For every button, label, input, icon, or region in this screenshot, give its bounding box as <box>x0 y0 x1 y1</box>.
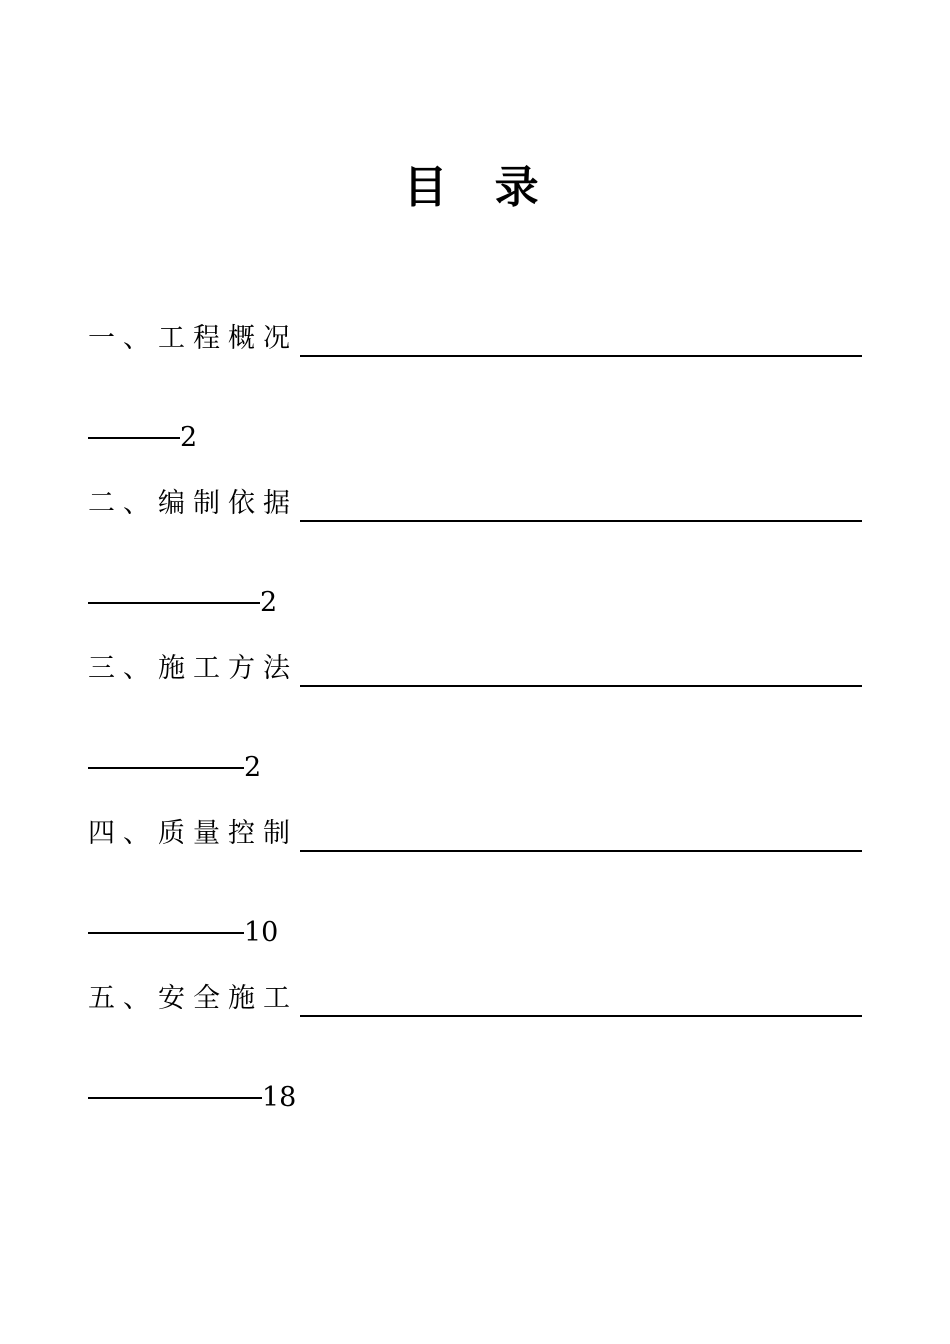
toc-entry <box>88 818 862 990</box>
toc-heading: 三、施工方法 <box>88 653 298 684</box>
toc-heading: 五、安全施工 <box>88 983 298 1014</box>
toc-leader-line <box>300 355 862 357</box>
toc-leader-line <box>300 1015 862 1017</box>
toc-entry-line <box>88 983 862 1040</box>
toc-page-line <box>88 1072 862 1122</box>
toc-page-number: 2 <box>260 586 278 618</box>
toc-entry <box>88 488 862 660</box>
toc-heading: 二、编制依据 <box>88 488 298 519</box>
toc-leader-line <box>88 1097 262 1099</box>
toc-page-line <box>88 412 862 462</box>
toc-entry-line <box>88 323 862 380</box>
toc-leader-line <box>300 520 862 522</box>
toc-leader-line <box>300 850 862 852</box>
toc-list <box>88 323 862 1155</box>
toc-page-line <box>88 577 862 627</box>
toc-entry <box>88 653 862 825</box>
toc-entry-line <box>88 653 862 710</box>
toc-page-line <box>88 742 862 792</box>
toc-page-number: 10 <box>244 916 279 948</box>
toc-page-number: 2 <box>244 751 262 783</box>
toc-leader-line <box>88 932 244 934</box>
toc-title: 目 录 <box>403 162 555 213</box>
toc-leader-line <box>88 767 244 769</box>
toc-page-number: 18 <box>262 1081 297 1113</box>
toc-entry-line <box>88 818 862 875</box>
toc-entry <box>88 323 862 495</box>
toc-leader-line <box>88 437 180 439</box>
toc-page-line <box>88 907 862 957</box>
toc-page-number: 2 <box>180 421 198 453</box>
toc-entry-line <box>88 488 862 545</box>
toc-leader-line <box>300 685 862 687</box>
toc-heading: 一、工程概况 <box>88 323 298 354</box>
toc-leader-line <box>88 602 260 604</box>
toc-heading: 四、质量控制 <box>88 818 298 849</box>
toc-entry <box>88 983 862 1155</box>
